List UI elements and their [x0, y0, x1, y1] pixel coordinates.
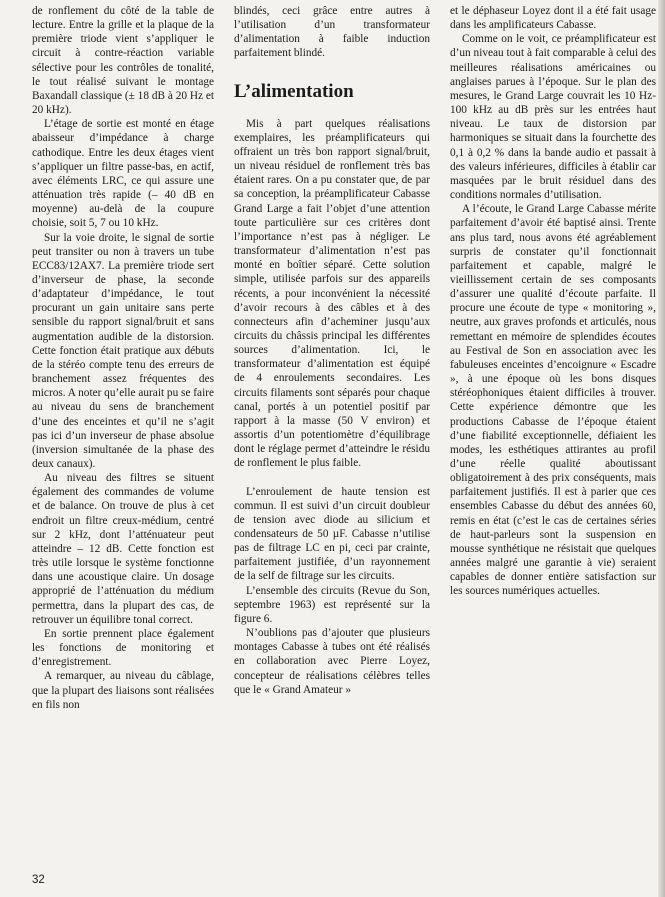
paragraph: Au niveau des filtres se situent également des commandes de volume et de balance. On trouve de plus à cet endroit un filtre creux-médium, centré sur 2 kHz, dont l’atténuateur peut atteindre – 12 dB. Cette fonction est très utile lorsque le système fonctionne dans une acoustique claire. Un dosage approprié de l’atténuation du médium permettra, dans la plupart des cas, de retrouver un équilibre tonal correct. — [32, 472, 214, 626]
paragraph: blindés, ceci grâce entre autres à l’utilisation d’un transformateur d’alimentation à faible induction parfaitement blindé. — [234, 5, 430, 60]
paragraph: Sur la voie droite, le signal de sortie peut transiter ou non à travers un tube ECC83/12AX7. La première triode sert d’inverseur de phase, la seconde d’adaptateur d’impédance, le tout procurant un gain unitaire sans perte sensible du rapport signal/bruit et sans augmentation audible de la distorsion. Cette fonction était pratique aux débuts de la stéréo compte tenu des erreurs de branchement assez fréquentes des micros. A noter qu’elle aurait pu se faire au niveau du sens de branchement d’une des enceintes et qu’il ne s’agit pas ici d’un inverseur de phase absolue (inversion simultanée de la phase des deux canaux). — [32, 231, 214, 470]
column-middle — [234, 4, 430, 697]
paragraph: A l’écoute, le Grand Large Cabasse mérite parfaitement d’avoir été baptisé ainsi. Trente ans plus tard, nous avons été agréablement surpris de constater qu’il fonctionnait parfaitement et capable, malgré le vieillissement certain de ses composants d’assurer une qualité d’écoute parfaite. Il procure une écoute de type « monitoring », neutre, aux graves profonds et articulés, nous remettant en mémoire de splendides écoutes au Festival de Son en association avec les fabuleuses enceintes d’encoignure « Escadre », à une époque où les bons disques stéréophoniques étaient difficiles à trouver. Cette expérience démontre que les productions Cabasse de l’époque étaient d’une fiabilité exceptionnelle, défiaient les modes, les esthétiques attirantes au profil d’une réelle qualité aboutissant obligatoirement à des prix conséquents, mais parfaitement justifiés. Il est à parier que ces ensembles Cabasse du début des années 60, remis en état (c’est le cas de certaines séries de haut-parleurs sont la suspension en mousse synthétique ne résistait que quelques années malgré une garantie à vie) seraient capables de donner entière satisfaction sur les sources numériques actuelles. — [450, 203, 656, 598]
paragraph: En sortie prennent place également les fonctions de monitoring et d’enregistrement. — [32, 627, 214, 669]
paragraph: L’ensemble des circuits (Revue du Son, septembre 1963) est représenté sur la figure 6. — [234, 584, 430, 625]
page-edge-shadow — [658, 0, 665, 897]
paragraph: de ronflement du côté de la table de lecture. Entre la grille et la plaque de la première triode vient s’appliquer le circuit à contre-réaction variable sélective pour les contrôles de tonalité, le tout réalisé suivant le montage Baxandall classique (± 18 dB à 20 Hz et 20 kHz). — [32, 5, 214, 117]
column-left — [32, 4, 214, 712]
section-heading: L’alimentation — [234, 80, 354, 102]
paragraph: N’oublions pas d’ajouter que plusieurs montages Cabasse à tubes ont été réalisés en collaboration avec Pierre Loyez, concepteur de réalisations célèbres telles que le « Grand Amateur » — [234, 627, 430, 696]
paragraph: L’étage de sortie est monté en étage abaisseur d’impédance à charge cathodique. Entre les deux étages vient s’appliquer un filtre passe-bas, en actif, avec éléments LRC, ce qui assure une atténuation très rapide (– 40 dB en moyenne) au-delà de la coupure choisie, soit 5, 7 ou 10 kHz. — [32, 118, 214, 230]
column-right — [450, 4, 656, 599]
paragraph: L’enroulement de haute tension est commun. Il est suivi d’un circuit doubleur de tension avec diode au silicium et condensateurs de 50 µF. Cabasse n’utilise pas de filtrage LC en pi, ceci par crainte, parfaitement justifiée, d’un rayonnement de la self de filtrage sur les circuits. — [234, 485, 430, 583]
page-number: 32 — [32, 874, 45, 886]
paragraph: Mis à part quelques réalisations exemplaires, les préamplificateurs qui offraient un très bon rapport signal/bruit, un niveau résiduel de ronflement très bas étaient rares. On a pu constater que, de par sa conception, la préamplificateur Cabasse Grand Large a fait l’objet d’une attention toute particulière sur ces critères dont l’importance n’est pas à négliger. Le transformateur d’alimentation n’est pas monté en boîtier séparé. Cette solution simple, utilisée parfois sur des appareils récents, a pour inconvénient la nécessité d’avoir recours à des câbles et à des connecteurs afin d’acheminer jusqu’aux circuits du châssis principal les différentes sources d’alimentation. Ici, le transformateur d’alimentation est équipé de 4 enroulements secondaires. Les circuits filaments sont séparés pour chaque canal, portés à un potentiel positif par rapport à la masse (50 V environ) et assortis d’un potentiomètre d’équilibrage dont le réglage permet d’atteindre le résidu de ronflement le plus faible. — [234, 117, 430, 470]
paragraph: Comme on le voit, ce préamplificateur est d’un niveau tout à fait comparable à celui des meilleures réalisations américaines ou anglaises parues à l’époque. Sur le plan des mesures, le Grand Large couvrait les 10 Hz-100 kHz au dB près sur les entrées haut niveau. Le taux de distorsion par harmoniques se situait dans la fourchette des 0,1 à 0,2 % dans la bande audio et passait à des valeurs inférieures, difficiles à établir car masquées par le bruit résiduel dans des conditions normales d’utilisation. — [450, 33, 656, 202]
paragraph: et le déphaseur Loyez dont il a été fait usage dans les amplificateurs Cabasse. — [450, 5, 656, 32]
paragraph: A remarquer, au niveau du câblage, que la plupart des liaisons sont réalisées en fils non — [32, 670, 214, 711]
